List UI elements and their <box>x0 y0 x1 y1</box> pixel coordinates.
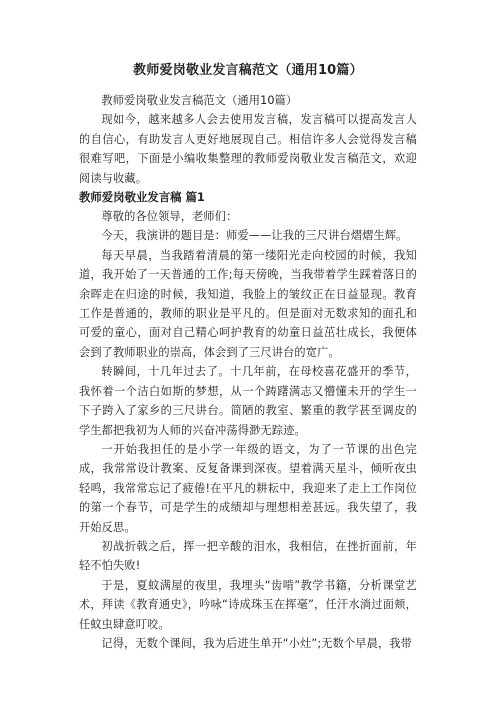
body-paragraph: 于是，夏蚊满屋的夜里，我埋头“齿啃”教学书籍，分析课堂艺术，拜读《教育通史》，吟咏“诗成珠玉在挥毫”，任汗水淌过面颊，任蚊虫肆意叮咬。 <box>79 578 417 631</box>
body-paragraph: 一开始我担任的是小学一年级的语文，为了一节课的出色完成，我常常设计教案、反复备课到深夜。望着满天星斗，倾听夜虫轻鸣，我常常忘记了疲倦!在平凡的耕耘中，我迎来了走上工作岗位的第一个春节，可是学生的成绩却与理想相差甚远。我失望了，我开始反思。 <box>79 442 417 534</box>
body-paragraph: 记得，无数个课间，我为后进生单开“小灶”;无数个早晨，我带 <box>101 636 412 650</box>
body-paragraph: 每天早晨，当我踏着清晨的第一缕阳光走向校园的时候，我知道，我开始了一天普通的工作;每天傍晚，当我带着学生踩着落日的余晖走在归途的时候，我知道，我脸上的皱纹正在日益显现。教育工作是普通的，教师的职业是平凡的。但是面对无数求知的面孔和可爱的童心，面对自己精心呵护教育的幼童日益茁壮成长，我便体会到了教师职业的崇高，体会到了三尺讲台的宽广。 <box>79 248 417 359</box>
section-heading: 教师爱岗敬业发言稿 篇1 <box>79 190 205 205</box>
speech-topic: 今天，我演讲的题目是：师爱——让我的三尺讲台熠熠生辉。 <box>101 229 408 243</box>
body-paragraph: 转瞬间，十几年过去了。十几年前，在母校喜花盛开的季节，我怀着一个洁白如斯的梦想，从一个踌躇满志又懵懂未开的学生一下子跨入了家乡的三尺讲台。简陋的教室、繁重的教学甚至调皮的学生都把我初为人师的兴奋冲荡得渺无踪迹。 <box>79 365 417 437</box>
document-title: 教师爱岗敬业发言稿范文（通用10篇） <box>133 63 363 78</box>
intro-subtitle: 教师爱岗敬业发言稿范文（通用10篇） <box>101 94 298 107</box>
salutation: 尊敬的各位领导，老师们： <box>101 210 238 224</box>
body-paragraph: 初战折戟之后，挥一把辛酸的泪水，我相信，在挫折面前，年轻不怕失败! <box>79 539 417 573</box>
intro-paragraph: 现如今，越来越多人会去使用发言稿，发言稿可以提高发言人的自信心，有助发言人更好地展现自己。相信许多人会觉得发言稿很难写吧，下面是小编收集整理的教师爱岗敬业发言稿范文，欢迎阅读与收藏。 <box>79 113 417 185</box>
